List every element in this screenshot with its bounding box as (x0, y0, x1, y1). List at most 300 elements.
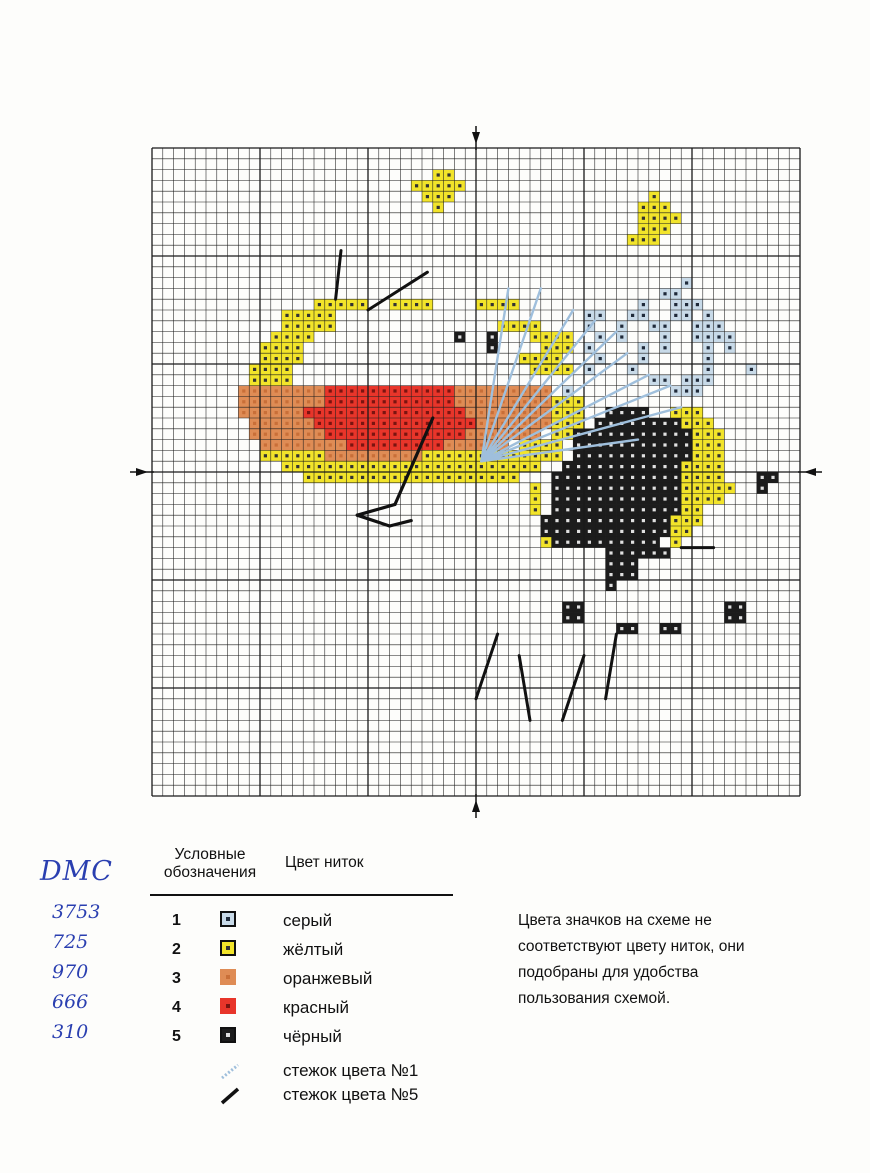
cell-symbol (285, 433, 288, 436)
cell-symbol (696, 303, 699, 306)
cell-symbol (599, 497, 602, 500)
cell-symbol (577, 519, 580, 522)
legend-divider (150, 894, 453, 896)
legend-stitch-1 (150, 1060, 470, 1082)
cell-symbol (685, 508, 688, 511)
cell-symbol (653, 530, 656, 533)
cell-symbol (447, 184, 450, 187)
cell-symbol (393, 454, 396, 457)
cell-symbol (663, 217, 666, 220)
cell-symbol (307, 422, 310, 425)
cell-symbol (447, 422, 450, 425)
cell-symbol (653, 476, 656, 479)
cell-symbol (329, 443, 332, 446)
arrow-right-head (804, 468, 816, 476)
cell-symbol (771, 476, 774, 479)
cell-symbol (696, 519, 699, 522)
cell-symbol (707, 368, 710, 371)
cell-symbol (566, 519, 569, 522)
cell-symbol (523, 465, 526, 468)
cell-symbol (361, 389, 364, 392)
cell-symbol (426, 389, 429, 392)
cell-symbol (696, 465, 699, 468)
cell-symbol (728, 616, 731, 619)
cell-symbol (653, 238, 656, 241)
cell-symbol (275, 389, 278, 392)
cell-symbol (588, 519, 591, 522)
cell-symbol (426, 443, 429, 446)
cell-symbol (577, 400, 580, 403)
cell-symbol (404, 400, 407, 403)
cell-symbol (307, 325, 310, 328)
cell-symbol (555, 454, 558, 457)
cell-symbol (707, 433, 710, 436)
cell-symbol (674, 476, 677, 479)
arrow-top-head (472, 132, 480, 144)
cell-symbol (458, 184, 461, 187)
cell-symbol (534, 487, 537, 490)
cell-symbol (663, 335, 666, 338)
cell-symbol (685, 443, 688, 446)
cell-symbol (447, 400, 450, 403)
cell-symbol (426, 476, 429, 479)
cell-symbol (318, 476, 321, 479)
cell-symbol (491, 346, 494, 349)
cell-symbol (642, 227, 645, 230)
cell-symbol (437, 400, 440, 403)
cell-symbol (642, 541, 645, 544)
cell-symbol (458, 465, 461, 468)
cell-symbol (599, 357, 602, 360)
cell-symbol (307, 335, 310, 338)
cell-symbol (609, 497, 612, 500)
cell-symbol (566, 389, 569, 392)
cell-symbol (674, 487, 677, 490)
cell-symbol (685, 487, 688, 490)
cell-symbol (620, 465, 623, 468)
cell-symbol (534, 400, 537, 403)
cell-symbol (566, 497, 569, 500)
cell-symbol (253, 389, 256, 392)
cell-symbol (685, 411, 688, 414)
cell-symbol (609, 487, 612, 490)
cell-symbol (285, 454, 288, 457)
cell-symbol (674, 292, 677, 295)
cell-symbol (361, 476, 364, 479)
cell-symbol (480, 443, 483, 446)
cell-symbol (264, 422, 267, 425)
cell-symbol (663, 325, 666, 328)
cell-symbol (555, 433, 558, 436)
cell-symbol (469, 454, 472, 457)
cell-symbol (685, 465, 688, 468)
dmc-code: 310 (52, 1021, 89, 1043)
cell-symbol (631, 497, 634, 500)
cell-symbol (404, 411, 407, 414)
cell-symbol (307, 476, 310, 479)
cell-symbol (469, 411, 472, 414)
cell-symbol (663, 379, 666, 382)
cell-symbol (426, 400, 429, 403)
cell-symbol (588, 487, 591, 490)
cell-symbol (447, 465, 450, 468)
cell-symbol (339, 303, 342, 306)
cell-symbol (631, 314, 634, 317)
cell-symbol (329, 389, 332, 392)
cell-symbol (631, 238, 634, 241)
cell-symbol (296, 433, 299, 436)
cell-symbol (577, 508, 580, 511)
cell-symbol (318, 303, 321, 306)
cell-symbol (588, 368, 591, 371)
cell-symbol (404, 454, 407, 457)
cell-symbol (361, 303, 364, 306)
cell-symbol (350, 443, 353, 446)
cell-symbol (707, 476, 710, 479)
cell-symbol (566, 335, 569, 338)
cell-symbol (609, 541, 612, 544)
cell-symbol (545, 368, 548, 371)
cell-symbol (404, 303, 407, 306)
cell-symbol (588, 530, 591, 533)
cell-symbol (318, 411, 321, 414)
cell-symbol (458, 411, 461, 414)
cell-symbol (534, 357, 537, 360)
cell-symbol (458, 389, 461, 392)
dmc-code: 725 (52, 931, 89, 953)
legend-item (150, 967, 470, 993)
cell-symbol (642, 519, 645, 522)
cell-symbol (264, 357, 267, 360)
cell-symbol (296, 411, 299, 414)
cell-symbol (663, 227, 666, 230)
cell-symbol (318, 325, 321, 328)
cell-symbol (663, 476, 666, 479)
cell-symbol (339, 476, 342, 479)
cell-symbol (253, 379, 256, 382)
cell-symbol (631, 573, 634, 576)
cell-symbol (447, 389, 450, 392)
cell-symbol (383, 433, 386, 436)
cell-symbol (329, 314, 332, 317)
cell-symbol (609, 551, 612, 554)
cell-symbol (329, 476, 332, 479)
cell-symbol (609, 465, 612, 468)
cell-symbol (307, 465, 310, 468)
cell-symbol (296, 346, 299, 349)
cell-symbol (653, 195, 656, 198)
cell-symbol (415, 443, 418, 446)
cell-symbol (404, 389, 407, 392)
cell-symbol (534, 465, 537, 468)
cell-symbol (372, 476, 375, 479)
cell-symbol (685, 497, 688, 500)
cell-symbol (631, 519, 634, 522)
legend-note: Цвета значков на схеме не соответствуют цвету ниток, они подобраны для удобства пользования схемой. (518, 912, 745, 1007)
cell-symbol (620, 530, 623, 533)
cell-symbol (307, 314, 310, 317)
cell-symbol (285, 443, 288, 446)
cell-symbol (242, 389, 245, 392)
cell-symbol (653, 465, 656, 468)
legend-color-name: чёрный (283, 1027, 342, 1046)
cell-symbol (577, 541, 580, 544)
legend-number: 4 (172, 999, 181, 1016)
cell-symbol (491, 411, 494, 414)
cell-symbol (566, 616, 569, 619)
cell-symbol (642, 433, 645, 436)
cell-symbol (717, 335, 720, 338)
cell-symbol (512, 400, 515, 403)
light-stitch-icon (218, 1060, 242, 1082)
cell-symbol (339, 443, 342, 446)
cell-symbol (307, 454, 310, 457)
cell-symbol (458, 433, 461, 436)
cell-symbol (631, 487, 634, 490)
cell-symbol (588, 541, 591, 544)
cell-symbol (469, 433, 472, 436)
cell-symbol (437, 173, 440, 176)
cell-symbol (555, 443, 558, 446)
cell-symbol (620, 454, 623, 457)
cell-symbol (415, 303, 418, 306)
cell-symbol (458, 454, 461, 457)
cell-symbol (545, 389, 548, 392)
cell-symbol (329, 303, 332, 306)
cell-symbol (696, 433, 699, 436)
dmc-code: 666 (52, 991, 89, 1013)
cell-symbol (577, 476, 580, 479)
cell-symbol (631, 443, 634, 446)
cell-symbol (631, 530, 634, 533)
cell-symbol (469, 465, 472, 468)
cell-symbol (577, 605, 580, 608)
cell-symbol (577, 454, 580, 457)
cell-symbol (696, 443, 699, 446)
legend-color-name: жёлтый (283, 940, 344, 959)
cell-symbol (696, 476, 699, 479)
cell-symbol (599, 465, 602, 468)
cell-symbol (631, 411, 634, 414)
cell-symbol (253, 368, 256, 371)
cell-symbol (447, 195, 450, 198)
cell-symbol (739, 616, 742, 619)
cell-symbol (642, 238, 645, 241)
cell-symbol (501, 303, 504, 306)
cell-symbol (393, 411, 396, 414)
legend-swatch-icon (220, 1027, 236, 1043)
cell-symbol (577, 443, 580, 446)
cell-symbol (437, 433, 440, 436)
cell-symbol (577, 487, 580, 490)
cell-symbol (361, 400, 364, 403)
cell-symbol (469, 476, 472, 479)
cell-symbol (415, 411, 418, 414)
cell-symbol (545, 335, 548, 338)
cell-symbol (566, 346, 569, 349)
cell-symbol (696, 454, 699, 457)
cell-symbol (491, 335, 494, 338)
cell-symbol (372, 465, 375, 468)
cell-symbol (620, 519, 623, 522)
cell-symbol (620, 487, 623, 490)
cell-symbol (404, 443, 407, 446)
cell-symbol (361, 443, 364, 446)
cell-symbol (566, 476, 569, 479)
cell-symbol (555, 530, 558, 533)
cell-symbol (285, 325, 288, 328)
cell-symbol (566, 433, 569, 436)
cell-symbol (275, 422, 278, 425)
cell-symbol (458, 335, 461, 338)
cell-symbol (696, 325, 699, 328)
cell-symbol (415, 184, 418, 187)
cell-symbol (426, 184, 429, 187)
cell-symbol (620, 433, 623, 436)
cell-symbol (339, 422, 342, 425)
cell-symbol (631, 476, 634, 479)
cell-symbol (588, 508, 591, 511)
stitch-label: стежок цвета №5 (283, 1085, 419, 1104)
cell-symbol (642, 476, 645, 479)
cell-symbol (609, 454, 612, 457)
cell-symbol (663, 487, 666, 490)
cell-symbol (707, 314, 710, 317)
cell-symbol (588, 454, 591, 457)
cell-symbol (707, 346, 710, 349)
cell-symbol (339, 454, 342, 457)
cell-symbol (696, 487, 699, 490)
cell-symbol (447, 476, 450, 479)
cell-symbol (534, 508, 537, 511)
cell-symbol (264, 411, 267, 414)
legend-color-name: серый (283, 911, 333, 930)
cell-symbol (523, 357, 526, 360)
cell-symbol (318, 454, 321, 457)
cell-symbol (653, 497, 656, 500)
cell-symbol (620, 497, 623, 500)
cell-symbol (264, 433, 267, 436)
legend-swatch-icon (220, 969, 236, 985)
cell-symbol (707, 335, 710, 338)
cell-symbol (696, 497, 699, 500)
cell-symbol (631, 508, 634, 511)
cell-symbol (653, 325, 656, 328)
cell-symbol (685, 389, 688, 392)
cell-symbol (285, 465, 288, 468)
cell-symbol (296, 400, 299, 403)
cell-symbol (599, 519, 602, 522)
cell-symbol (599, 454, 602, 457)
mouth-stitch (357, 515, 389, 526)
cell-symbol (555, 497, 558, 500)
cell-symbol (437, 206, 440, 209)
cell-symbol (707, 487, 710, 490)
cell-symbol (631, 562, 634, 565)
cell-symbol (674, 411, 677, 414)
cell-symbol (555, 476, 558, 479)
cell-symbol (285, 314, 288, 317)
cell-symbol (339, 433, 342, 436)
cell-symbol (663, 433, 666, 436)
cell-symbol (674, 530, 677, 533)
cell-symbol (329, 411, 332, 414)
cell-symbol (674, 443, 677, 446)
cell-symbol (350, 465, 353, 468)
cell-symbol (329, 422, 332, 425)
cell-symbol (426, 303, 429, 306)
cell-symbol (653, 379, 656, 382)
cell-symbol (588, 497, 591, 500)
dmc-title: DMC (40, 856, 113, 887)
cell-symbol (577, 616, 580, 619)
cell-symbol (717, 325, 720, 328)
cell-symbol (588, 465, 591, 468)
cell-symbol (620, 335, 623, 338)
cell-symbol (491, 476, 494, 479)
legend-swatch-icon (220, 940, 236, 956)
cell-symbol (264, 443, 267, 446)
cell-symbol (372, 433, 375, 436)
cell-symbol (620, 627, 623, 630)
cell-symbol (555, 508, 558, 511)
cell-symbol (728, 605, 731, 608)
cell-symbol (350, 400, 353, 403)
cell-symbol (599, 433, 602, 436)
cell-symbol (663, 422, 666, 425)
cell-symbol (264, 346, 267, 349)
cell-symbol (383, 411, 386, 414)
cell-symbol (642, 551, 645, 554)
cell-symbol (253, 411, 256, 414)
cell-symbol (663, 292, 666, 295)
cell-symbol (761, 476, 764, 479)
cell-symbol (599, 541, 602, 544)
cell-symbol (696, 411, 699, 414)
cell-symbol (717, 476, 720, 479)
cell-symbol (372, 389, 375, 392)
cell-symbol (285, 411, 288, 414)
cell-symbol (685, 519, 688, 522)
cell-symbol (469, 400, 472, 403)
cell-symbol (447, 443, 450, 446)
cell-symbol (393, 303, 396, 306)
cell-symbol (599, 314, 602, 317)
cell-symbol (253, 422, 256, 425)
cell-symbol (674, 627, 677, 630)
cell-symbol (469, 389, 472, 392)
cell-symbol (523, 411, 526, 414)
cell-symbol (329, 400, 332, 403)
cell-symbol (599, 530, 602, 533)
cell-symbol (318, 389, 321, 392)
cell-symbol (555, 519, 558, 522)
cell-symbol (663, 551, 666, 554)
cell-symbol (275, 454, 278, 457)
cell-symbol (275, 400, 278, 403)
cell-symbol (631, 368, 634, 371)
legend-number: 5 (172, 1028, 181, 1045)
cell-symbol (642, 346, 645, 349)
cell-symbol (717, 465, 720, 468)
cell-symbol (566, 400, 569, 403)
cell-symbol (653, 433, 656, 436)
cell-symbol (631, 465, 634, 468)
cell-symbol (653, 443, 656, 446)
cell-symbol (512, 465, 515, 468)
cell-symbol (383, 422, 386, 425)
cell-symbol (707, 325, 710, 328)
